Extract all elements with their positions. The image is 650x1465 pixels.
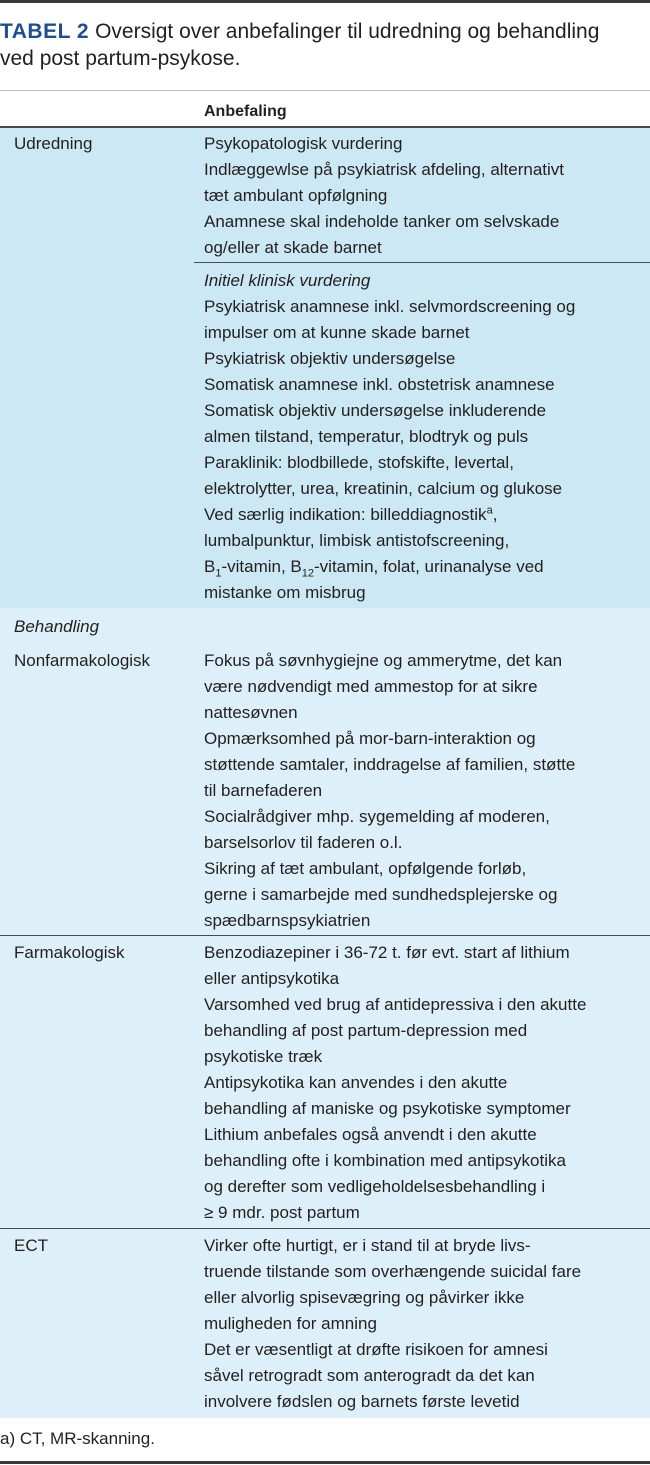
list-item: eller alvorlig spisevægring og påvirker ikke — [204, 1288, 525, 1307]
list-item: involvere fødslen og barnets første levetid — [204, 1392, 520, 1411]
list-item: Opmærksomhed på mor-barn-interaktion og — [204, 729, 536, 748]
row-label-farmakologisk: Farmakologisk — [14, 943, 125, 962]
inner-divider — [194, 262, 650, 263]
list-item: tæt ambulant opfølgning — [204, 186, 388, 205]
table-caption — [0, 18, 648, 72]
list-item: støttende samtaler, inddragelse af familien, støtte — [204, 755, 576, 774]
list-item: Somatisk anamnese inkl. obstetrisk anamnese — [204, 375, 555, 394]
list-item: behandling ofte i kombination med antipsykotika — [204, 1151, 566, 1170]
list-item: Varsomhed ved brug af antidepressiva i den akutte — [204, 995, 587, 1014]
list-item: Virker ofte hurtigt, er i stand til at bryde livs- — [204, 1236, 531, 1255]
list-item: være nødvendigt med ammestop for at sikre — [204, 677, 538, 696]
vitamin-text: -vitamin, B — [221, 557, 302, 576]
list-item: Socialrådgiver mhp. sygemelding af moderen, — [204, 807, 550, 826]
list-item: Det er væsentligt at drøfte risikoen for amnesi — [204, 1340, 548, 1359]
list-item: mistanke om misbrug — [204, 583, 366, 602]
column-header-recommendation: Anbefaling — [204, 103, 287, 120]
caption-divider — [0, 90, 650, 91]
list-item: Anamnese skal indeholde tanker om selvskade — [204, 212, 560, 231]
list-item: impulser om at kunne skade barnet — [204, 323, 470, 342]
list-item: eller antipsykotika — [204, 969, 340, 988]
list-item: elektrolytter, urea, kreatinin, calcium og glukose — [204, 479, 563, 498]
list-item: barselsorlov til faderen o.l. — [204, 833, 403, 852]
list-item: behandling af maniske og psykotiske symptomer — [204, 1099, 571, 1118]
list-item: muligheden for amning — [204, 1314, 377, 1333]
list-item: Indlæggewlse på psykiatrisk afdeling, alternativt — [204, 160, 565, 179]
vitamin-b: B — [204, 557, 216, 576]
caption-title-line1: Oversigt over anbefalinger til udredning og behandling — [95, 20, 600, 43]
subheading-initial-assessment: Initiel klinisk vurdering — [204, 271, 371, 290]
list-item: behandling af post partum-depression med — [204, 1021, 528, 1040]
table-number: TABEL 2 — [0, 20, 90, 43]
footnote-marker: a — [486, 504, 493, 517]
list-item: Paraklinik: blodbillede, stofskifte, levertal, — [204, 453, 514, 472]
subscript: 12 — [301, 567, 315, 580]
list-item: Lithium anbefales også anvendt i den akutte — [204, 1125, 537, 1144]
ect-recommendations — [204, 1233, 650, 1415]
behandling-section — [0, 608, 650, 1418]
list-item: Antipsykotika kan anvendes i den akutte — [204, 1073, 508, 1092]
nonfarm-recommendations — [204, 648, 650, 934]
punctuation: , — [492, 505, 498, 524]
list-item — [204, 502, 650, 528]
subscript: 1 — [215, 567, 222, 580]
list-item: truende tilstande som overhængende suicidal fare — [204, 1262, 582, 1281]
table-footnote: a) CT, MR-skanning. — [0, 1429, 155, 1448]
list-item: lumbalpunktur, limbisk antistofscreening, — [204, 531, 510, 550]
list-item — [204, 554, 650, 580]
top-rule — [0, 0, 650, 3]
row-label-udredning: Udredning — [14, 134, 93, 153]
list-item: Psykopatologisk vurdering — [204, 134, 403, 153]
list-item: og/eller at skade barnet — [204, 238, 382, 257]
list-item: gerne i samarbejde med sundhedsplejerske og — [204, 885, 558, 904]
list-item: almen tilstand, temperatur, blodtryk og puls — [204, 427, 529, 446]
farm-recommendations — [204, 940, 650, 1226]
list-item: Benzodiazepiner i 36-72 t. før evt. start af lithium — [204, 943, 570, 962]
list-item: Psykiatrisk anamnese inkl. selvmordscreening og — [204, 297, 576, 316]
list-item: Sikring af tæt ambulant, opfølgende forløb, — [204, 859, 527, 878]
udredning-block2 — [204, 268, 650, 606]
list-item: Fokus på søvnhygiejne og ammerytme, det kan — [204, 651, 563, 670]
list-item: til barnefaderen — [204, 781, 323, 800]
row-divider — [0, 935, 650, 936]
caption-title-line2: ved post partum-psykose. — [0, 47, 241, 70]
row-label-nonfarmakologisk: Nonfarmakologisk — [14, 651, 151, 670]
list-item: ≥ 9 mdr. post partum — [204, 1203, 360, 1222]
list-item: Psykiatrisk objektiv undersøgelse — [204, 349, 456, 368]
bottom-rule — [0, 1461, 650, 1464]
udredning-block1 — [204, 131, 650, 261]
row-label-behandling: Behandling — [14, 617, 100, 636]
list-item: og derefter som vedligeholdelsesbehandling i — [204, 1177, 546, 1196]
vitamin-text-end: -vitamin, folat, urinanalyse ved — [314, 557, 544, 576]
list-item: psykotiske træk — [204, 1047, 323, 1066]
list-item: spædbarnspsykiatrien — [204, 911, 371, 930]
special-indication-text: Ved særlig indikation: billeddiagnostik — [204, 505, 487, 524]
row-label-ect: ECT — [14, 1236, 48, 1255]
list-item: såvel retrogradt som anterogradt da det kan — [204, 1366, 535, 1385]
row-divider — [0, 1228, 650, 1229]
list-item: nattesøvnen — [204, 703, 298, 722]
udredning-section — [0, 128, 650, 608]
list-item: Somatisk objektiv undersøgelse inkluderende — [204, 401, 547, 420]
